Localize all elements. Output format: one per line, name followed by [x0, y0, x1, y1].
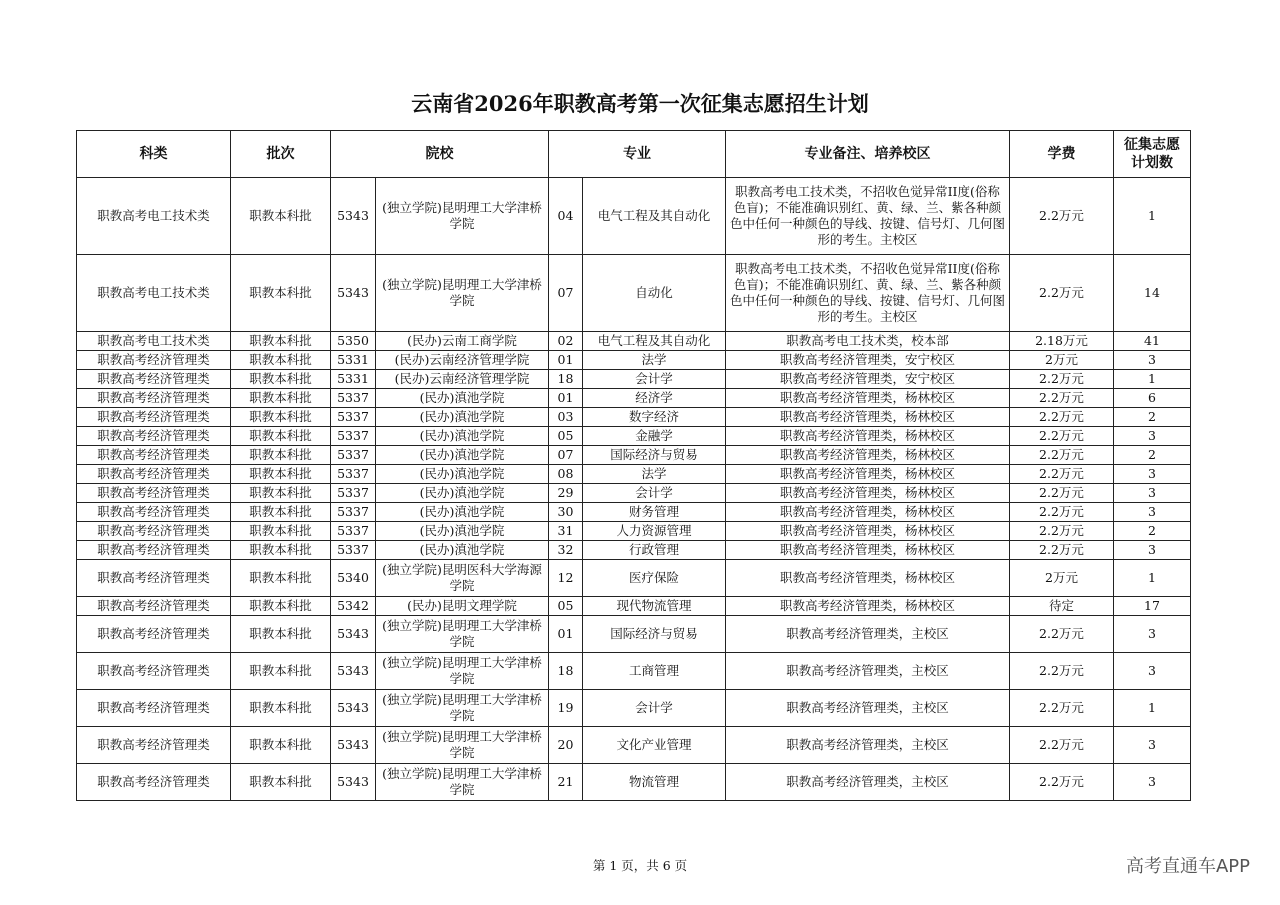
- cell-note: 职教高考经济管理类，杨林校区: [726, 484, 1010, 503]
- cell-plan: 1: [1114, 690, 1191, 727]
- cell-batch: 职教本科批: [231, 351, 331, 370]
- cell-fee: 2.2万元: [1010, 690, 1114, 727]
- page-title: 云南省2026年职教高考第一次征集志愿招生计划: [411, 91, 869, 116]
- cell-school-code: 5337: [331, 522, 376, 541]
- table-row: [77, 597, 1191, 616]
- cell-major-code: 20: [549, 727, 583, 764]
- cell-school-code: 5337: [331, 446, 376, 465]
- cell-category: 职教高考电工技术类: [77, 178, 231, 255]
- cell-major-code: 18: [549, 370, 583, 389]
- cell-plan: 2: [1114, 408, 1191, 427]
- cell-plan: 3: [1114, 616, 1191, 653]
- cell-plan: 17: [1114, 597, 1191, 616]
- cell-batch: 职教本科批: [231, 653, 331, 690]
- cell-major-code: 18: [549, 653, 583, 690]
- cell-note: 职教高考经济管理类，杨林校区: [726, 408, 1010, 427]
- cell-plan: 3: [1114, 503, 1191, 522]
- cell-category: 职教高考电工技术类: [77, 255, 231, 332]
- cell-plan: 3: [1114, 653, 1191, 690]
- cell-batch: 职教本科批: [231, 541, 331, 560]
- cell-fee: 2万元: [1010, 560, 1114, 597]
- cell-school-code: 5337: [331, 408, 376, 427]
- table-row: [77, 484, 1191, 503]
- cell-fee: 2.2万元: [1010, 446, 1114, 465]
- header-school: 院校: [331, 131, 549, 178]
- header-category: 科类: [77, 131, 231, 178]
- cell-note: 职教高考经济管理类，主校区: [726, 727, 1010, 764]
- cell-major-code: 32: [549, 541, 583, 560]
- cell-batch: 职教本科批: [231, 484, 331, 503]
- table-row: [77, 560, 1191, 597]
- cell-fee: 2.2万元: [1010, 484, 1114, 503]
- cell-category: 职教高考经济管理类: [77, 503, 231, 522]
- table-row: [77, 389, 1191, 408]
- table-row: [77, 522, 1191, 541]
- cell-school-code: 5343: [331, 764, 376, 801]
- cell-major-code: 12: [549, 560, 583, 597]
- table-row: [77, 653, 1191, 690]
- cell-batch: 职教本科批: [231, 427, 331, 446]
- cell-school-name: (独立学院)昆明理工大学津桥学院: [376, 690, 549, 727]
- table-row: [77, 764, 1191, 801]
- cell-school-name: (独立学院)昆明理工大学津桥学院: [376, 764, 549, 801]
- table-row: [77, 255, 1191, 332]
- cell-fee: 2.2万元: [1010, 408, 1114, 427]
- cell-fee: 2.2万元: [1010, 764, 1114, 801]
- cell-major-code: 05: [549, 597, 583, 616]
- table-row: [77, 690, 1191, 727]
- cell-plan: 2: [1114, 446, 1191, 465]
- table-row: [77, 370, 1191, 389]
- cell-major-code: 31: [549, 522, 583, 541]
- cell-note: 职教高考电工技术类，校本部: [726, 332, 1010, 351]
- cell-plan: 14: [1114, 255, 1191, 332]
- cell-category: 职教高考经济管理类: [77, 690, 231, 727]
- cell-note: 职教高考经济管理类，杨林校区: [726, 541, 1010, 560]
- cell-major-code: 05: [549, 427, 583, 446]
- cell-fee: 2.2万元: [1010, 727, 1114, 764]
- table-row: [77, 616, 1191, 653]
- cell-school-name: (民办)滇池学院: [376, 541, 549, 560]
- cell-batch: 职教本科批: [231, 389, 331, 408]
- cell-category: 职教高考经济管理类: [77, 370, 231, 389]
- cell-category: 职教高考经济管理类: [77, 764, 231, 801]
- cell-school-name: (独立学院)昆明理工大学津桥学院: [376, 255, 549, 332]
- header-fee: 学费: [1010, 131, 1114, 178]
- cell-school-name: (民办)滇池学院: [376, 389, 549, 408]
- cell-batch: 职教本科批: [231, 465, 331, 484]
- cell-school-code: 5343: [331, 653, 376, 690]
- cell-batch: 职教本科批: [231, 764, 331, 801]
- cell-fee: 2.2万元: [1010, 389, 1114, 408]
- cell-note: 职教高考经济管理类，杨林校区: [726, 560, 1010, 597]
- cell-note: 职教高考经济管理类，杨林校区: [726, 465, 1010, 484]
- cell-category: 职教高考经济管理类: [77, 389, 231, 408]
- cell-major-code: 01: [549, 389, 583, 408]
- table-row: [77, 727, 1191, 764]
- cell-fee: 2.2万元: [1010, 503, 1114, 522]
- cell-fee: 2.2万元: [1010, 427, 1114, 446]
- cell-category: 职教高考经济管理类: [77, 351, 231, 370]
- cell-major-code: 01: [549, 616, 583, 653]
- cell-school-name: (独立学院)昆明理工大学津桥学院: [376, 727, 549, 764]
- cell-school-name: (独立学院)昆明理工大学津桥学院: [376, 616, 549, 653]
- cell-category: 职教高考经济管理类: [77, 541, 231, 560]
- cell-note: 职教高考经济管理类，安宁校区: [726, 351, 1010, 370]
- cell-batch: 职教本科批: [231, 727, 331, 764]
- table-header-row: [77, 131, 1191, 178]
- cell-major-name: 财务管理: [583, 503, 726, 522]
- cell-school-name: (民办)滇池学院: [376, 503, 549, 522]
- cell-school-name: (民办)云南经济管理学院: [376, 370, 549, 389]
- cell-plan: 3: [1114, 764, 1191, 801]
- cell-fee: 2.2万元: [1010, 178, 1114, 255]
- cell-category: 职教高考经济管理类: [77, 616, 231, 653]
- cell-school-code: 5337: [331, 503, 376, 522]
- cell-school-code: 5350: [331, 332, 376, 351]
- cell-school-name: (民办)滇池学院: [376, 465, 549, 484]
- cell-school-code: 5343: [331, 255, 376, 332]
- cell-category: 职教高考经济管理类: [77, 484, 231, 503]
- table-body: [77, 178, 1191, 801]
- header-plan-line2: 计划数: [1131, 155, 1173, 171]
- table-row: [77, 541, 1191, 560]
- cell-plan: 3: [1114, 484, 1191, 503]
- cell-school-code: 5337: [331, 465, 376, 484]
- cell-school-name: (民办)滇池学院: [376, 427, 549, 446]
- cell-school-name: (民办)昆明文理学院: [376, 597, 549, 616]
- cell-major-name: 会计学: [583, 484, 726, 503]
- cell-fee: 2.2万元: [1010, 541, 1114, 560]
- cell-major-name: 会计学: [583, 690, 726, 727]
- cell-major-code: 30: [549, 503, 583, 522]
- cell-major-name: 经济学: [583, 389, 726, 408]
- cell-batch: 职教本科批: [231, 255, 331, 332]
- cell-batch: 职教本科批: [231, 370, 331, 389]
- cell-major-name: 电气工程及其自动化: [583, 332, 726, 351]
- page-number: 第 1 页，共 6 页: [592, 858, 688, 873]
- cell-category: 职教高考经济管理类: [77, 727, 231, 764]
- cell-school-name: (民办)云南工商学院: [376, 332, 549, 351]
- table-row: [77, 446, 1191, 465]
- cell-major-name: 医疗保险: [583, 560, 726, 597]
- watermark-text: 高考直通车APP: [1125, 856, 1250, 877]
- cell-plan: 1: [1114, 370, 1191, 389]
- cell-note: 职教高考经济管理类，杨林校区: [726, 597, 1010, 616]
- cell-major-name: 国际经济与贸易: [583, 446, 726, 465]
- cell-fee: 2.2万元: [1010, 370, 1114, 389]
- cell-category: 职教高考经济管理类: [77, 408, 231, 427]
- cell-fee: 待定: [1010, 597, 1114, 616]
- cell-plan: 3: [1114, 727, 1191, 764]
- header-major: 专业: [549, 131, 726, 178]
- cell-category: 职教高考经济管理类: [77, 446, 231, 465]
- cell-note: 职教高考经济管理类，杨林校区: [726, 446, 1010, 465]
- cell-batch: 职教本科批: [231, 408, 331, 427]
- cell-note: 职教高考经济管理类，杨林校区: [726, 503, 1010, 522]
- cell-plan: 1: [1114, 178, 1191, 255]
- cell-major-code: 07: [549, 255, 583, 332]
- cell-plan: 3: [1114, 465, 1191, 484]
- cell-major-name: 自动化: [583, 255, 726, 332]
- header-batch: 批次: [231, 131, 331, 178]
- cell-category: 职教高考经济管理类: [77, 560, 231, 597]
- header-plan-line1: 征集志愿: [1124, 137, 1180, 153]
- cell-school-code: 5337: [331, 389, 376, 408]
- cell-category: 职教高考经济管理类: [77, 427, 231, 446]
- cell-school-code: 5337: [331, 541, 376, 560]
- table-row: [77, 503, 1191, 522]
- cell-fee: 2.2万元: [1010, 465, 1114, 484]
- cell-fee: 2.2万元: [1010, 522, 1114, 541]
- cell-major-code: 02: [549, 332, 583, 351]
- cell-major-name: 工商管理: [583, 653, 726, 690]
- cell-batch: 职教本科批: [231, 178, 331, 255]
- cell-batch: 职教本科批: [231, 503, 331, 522]
- cell-plan: 6: [1114, 389, 1191, 408]
- cell-major-name: 法学: [583, 465, 726, 484]
- cell-school-code: 5340: [331, 560, 376, 597]
- cell-school-name: (独立学院)昆明理工大学津桥学院: [376, 653, 549, 690]
- cell-school-code: 5331: [331, 370, 376, 389]
- cell-note: 职教高考电工技术类，不招收色觉异常II度(俗称色盲)；不能准确识别红、黄、绿、兰、紫各种颜色中任何一种颜色的导线、按键、信号灯、几何图形的考生。主校区: [726, 255, 1010, 332]
- plan-table: [76, 130, 1191, 801]
- cell-school-name: (民办)滇池学院: [376, 484, 549, 503]
- cell-category: 职教高考经济管理类: [77, 465, 231, 484]
- cell-major-code: 07: [549, 446, 583, 465]
- cell-category: 职教高考电工技术类: [77, 332, 231, 351]
- cell-school-code: 5343: [331, 616, 376, 653]
- cell-fee: 2.2万元: [1010, 653, 1114, 690]
- cell-major-name: 文化产业管理: [583, 727, 726, 764]
- cell-school-code: 5337: [331, 427, 376, 446]
- cell-plan: 1: [1114, 560, 1191, 597]
- cell-school-name: (民办)滇池学院: [376, 446, 549, 465]
- cell-school-name: (独立学院)昆明理工大学津桥学院: [376, 178, 549, 255]
- cell-school-code: 5337: [331, 484, 376, 503]
- cell-batch: 职教本科批: [231, 522, 331, 541]
- cell-fee: 2万元: [1010, 351, 1114, 370]
- cell-batch: 职教本科批: [231, 446, 331, 465]
- table-row: [77, 351, 1191, 370]
- cell-batch: 职教本科批: [231, 616, 331, 653]
- cell-note: 职教高考经济管理类，主校区: [726, 690, 1010, 727]
- cell-batch: 职教本科批: [231, 690, 331, 727]
- cell-school-name: (独立学院)昆明医科大学海源学院: [376, 560, 549, 597]
- cell-fee: 2.18万元: [1010, 332, 1114, 351]
- cell-major-code: 19: [549, 690, 583, 727]
- cell-note: 职教高考经济管理类，主校区: [726, 616, 1010, 653]
- cell-major-name: 物流管理: [583, 764, 726, 801]
- table-row: [77, 408, 1191, 427]
- cell-note: 职教高考经济管理类，主校区: [726, 653, 1010, 690]
- cell-major-name: 金融学: [583, 427, 726, 446]
- cell-school-code: 5343: [331, 178, 376, 255]
- cell-major-name: 国际经济与贸易: [583, 616, 726, 653]
- header-plan: [1114, 131, 1191, 178]
- cell-major-code: 01: [549, 351, 583, 370]
- cell-school-code: 5342: [331, 597, 376, 616]
- table-row: [77, 465, 1191, 484]
- cell-major-code: 04: [549, 178, 583, 255]
- cell-major-name: 会计学: [583, 370, 726, 389]
- cell-major-code: 29: [549, 484, 583, 503]
- cell-note: 职教高考经济管理类，杨林校区: [726, 522, 1010, 541]
- cell-category: 职教高考经济管理类: [77, 522, 231, 541]
- cell-note: 职教高考电工技术类，不招收色觉异常II度(俗称色盲)；不能准确识别红、黄、绿、兰、紫各种颜色中任何一种颜色的导线、按键、信号灯、几何图形的考生。主校区: [726, 178, 1010, 255]
- cell-batch: 职教本科批: [231, 560, 331, 597]
- cell-batch: 职教本科批: [231, 332, 331, 351]
- cell-major-name: 电气工程及其自动化: [583, 178, 726, 255]
- cell-major-name: 行政管理: [583, 541, 726, 560]
- cell-major-name: 现代物流管理: [583, 597, 726, 616]
- cell-major-code: 03: [549, 408, 583, 427]
- cell-major-name: 法学: [583, 351, 726, 370]
- cell-fee: 2.2万元: [1010, 255, 1114, 332]
- cell-batch: 职教本科批: [231, 597, 331, 616]
- cell-school-name: (民办)滇池学院: [376, 522, 549, 541]
- cell-note: 职教高考经济管理类，安宁校区: [726, 370, 1010, 389]
- table-row: [77, 178, 1191, 255]
- cell-school-name: (民办)滇池学院: [376, 408, 549, 427]
- cell-major-name: 数字经济: [583, 408, 726, 427]
- cell-school-name: (民办)云南经济管理学院: [376, 351, 549, 370]
- cell-note: 职教高考经济管理类，杨林校区: [726, 389, 1010, 408]
- table-row: [77, 332, 1191, 351]
- cell-school-code: 5343: [331, 690, 376, 727]
- cell-school-code: 5343: [331, 727, 376, 764]
- cell-major-code: 21: [549, 764, 583, 801]
- table-row: [77, 427, 1191, 446]
- cell-category: 职教高考经济管理类: [77, 653, 231, 690]
- cell-plan: 2: [1114, 522, 1191, 541]
- cell-plan: 3: [1114, 541, 1191, 560]
- header-note: 专业备注、培养校区: [726, 131, 1010, 178]
- cell-note: 职教高考经济管理类，杨林校区: [726, 427, 1010, 446]
- cell-school-code: 5331: [331, 351, 376, 370]
- cell-plan: 3: [1114, 351, 1191, 370]
- cell-fee: 2.2万元: [1010, 616, 1114, 653]
- cell-plan: 3: [1114, 427, 1191, 446]
- cell-plan: 41: [1114, 332, 1191, 351]
- cell-note: 职教高考经济管理类，主校区: [726, 764, 1010, 801]
- cell-category: 职教高考经济管理类: [77, 597, 231, 616]
- cell-major-code: 08: [549, 465, 583, 484]
- cell-major-name: 人力资源管理: [583, 522, 726, 541]
